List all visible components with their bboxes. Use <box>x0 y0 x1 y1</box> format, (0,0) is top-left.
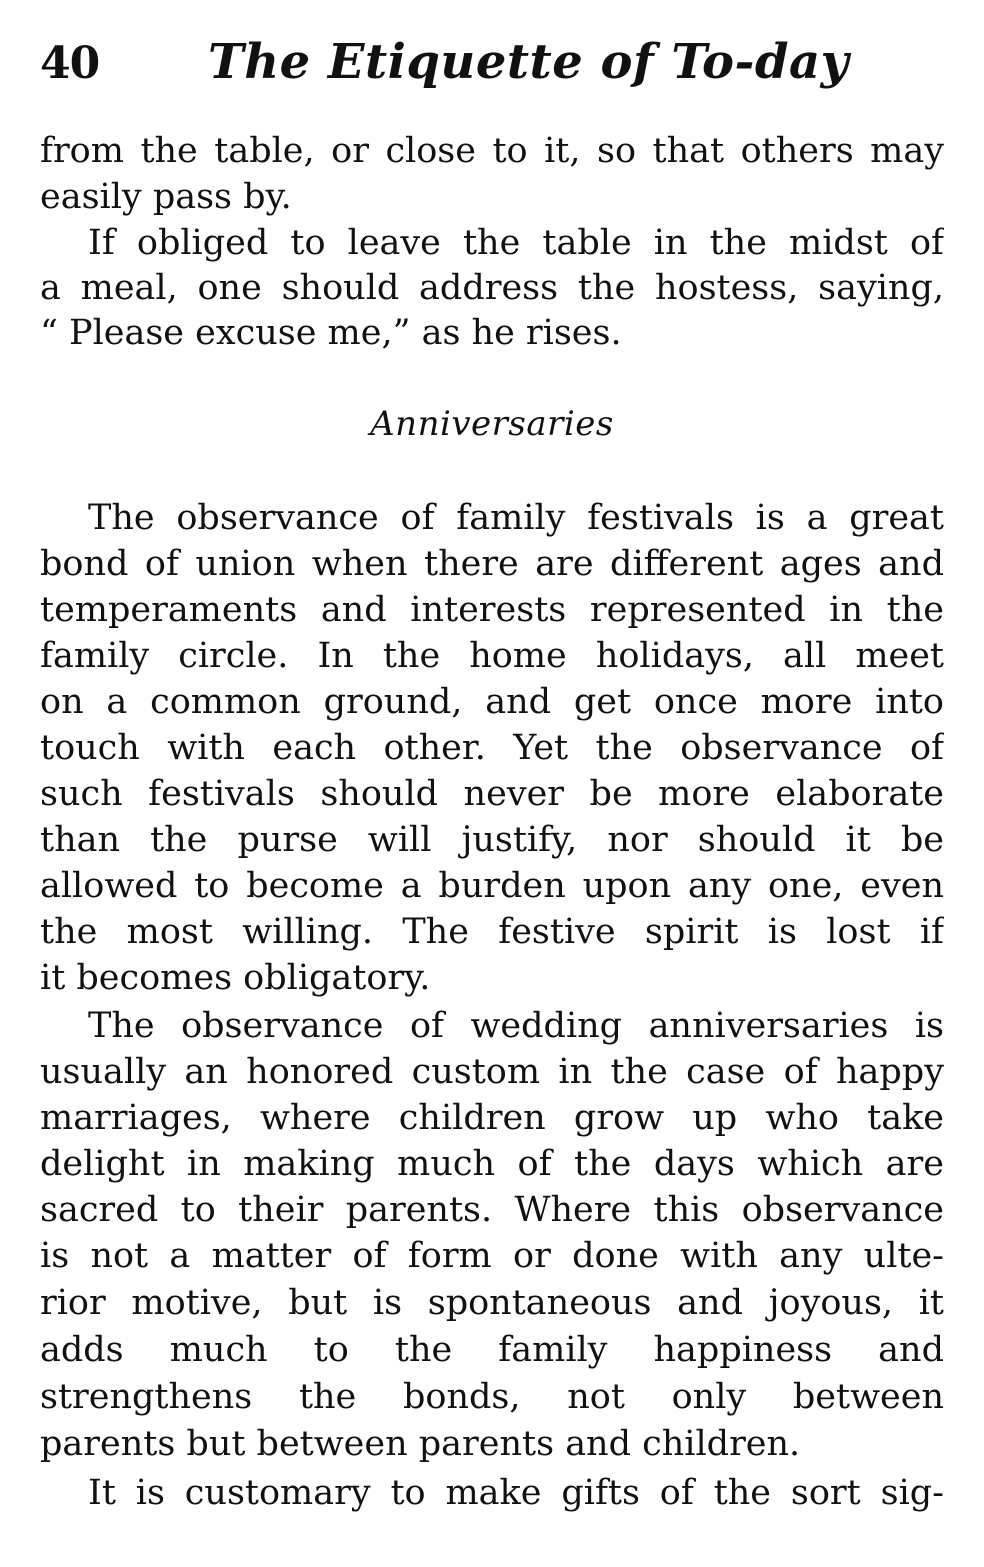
page-number: 40 <box>40 38 100 89</box>
text-line: delight in making much of the days which are <box>40 1144 944 1184</box>
text-line: is not a matter of form or done with any ulte- <box>40 1236 944 1276</box>
text-line: If obliged to leave the table in the midst of <box>88 223 944 263</box>
text-line: usually an honored custom in the case of happy <box>40 1052 944 1092</box>
text-line: strengthens the bonds, not only between <box>40 1377 944 1417</box>
text-line: temperaments and interests represented in the <box>40 590 944 630</box>
text-line: it becomes obligatory. <box>40 958 431 998</box>
text-line: on a common ground, and get once more into <box>40 682 944 722</box>
text-line: easily pass by. <box>40 177 292 217</box>
text-line: from the table, or close to it, so that others may <box>40 131 944 171</box>
text-line: “ Please excuse me,” as he rises. <box>40 313 622 353</box>
text-line: The observance of family festivals is a great <box>88 498 944 538</box>
page-header <box>40 34 944 108</box>
text-line: than the purse will justify, nor should it be <box>40 820 944 860</box>
text-line: parents but between parents and children. <box>40 1424 801 1464</box>
text-line: It is customary to make gifts of the sort sig- <box>88 1473 944 1513</box>
text-line: a meal, one should address the hostess, saying, <box>40 268 944 308</box>
running-title: The Etiquette of To-day <box>208 34 850 90</box>
text-line: the most willing. The festive spirit is lost if <box>40 912 944 952</box>
section-heading: Anniversaries <box>370 404 614 444</box>
text-line: adds much to the family happiness and <box>40 1330 944 1370</box>
text-line: such festivals should never be more elaborate <box>40 774 944 814</box>
text-line: sacred to their parents. Where this observance <box>40 1190 944 1230</box>
text-line: marriages, where children grow up who take <box>40 1098 944 1138</box>
text-line: The observance of wedding anniversaries is <box>88 1006 944 1046</box>
text-line: family circle. In the home holidays, all meet <box>40 636 944 676</box>
text-line: bond of union when there are different ages and <box>40 544 944 584</box>
text-line: rior motive, but is spontaneous and joyous, it <box>40 1283 944 1323</box>
text-line: touch with each other. Yet the observance of <box>40 728 944 768</box>
text-line: allowed to become a burden upon any one, even <box>40 866 944 906</box>
